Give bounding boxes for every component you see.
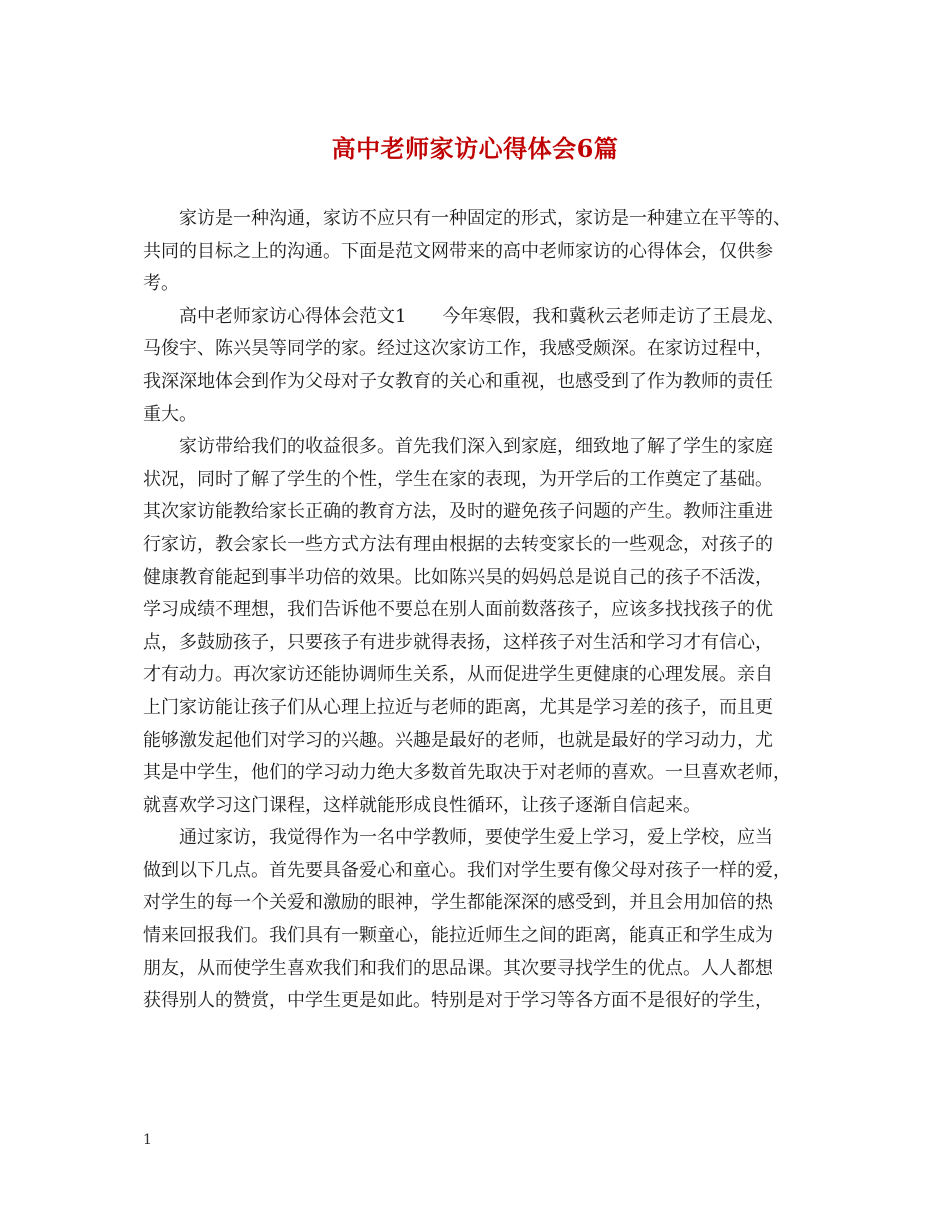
paragraph-reflection [143,822,823,1018]
text-line: 高中老师家访心得体会范文1 今年寒假，我和冀秋云老师走访了王晨龙、 [179,305,785,327]
paragraph-benefits [143,431,823,822]
text-line: 其是中学生，他们的学习动力绝大多数首先取决于对老师的喜欢。一旦喜欢老师， [143,762,791,784]
text-line: 状况，同时了解了学生的个性，学生在家的表现，为开学后的工作奠定了基础。 [143,468,773,490]
text-line: 共同的目标之上的沟通。下面是范文网带来的高中老师家访的心得体会，仅供参 [143,240,773,262]
text-line: 家访是一种沟通，家访不应只有一种固定的形式，家访是一种建立在平等的、 [179,208,791,229]
text-line: 家访带给我们的收益很多。首先我们深入到家庭，细致地了解了学生的家庭 [179,436,773,458]
text-line: 做到以下几点。首先要具备爱心和童心。我们对学生要有像父母对孩子一样的爱， [143,859,791,881]
page-title: 高中老师家访心得体会6篇 [331,134,619,163]
text-line: 获得别人的赞赏，中学生更是如此。特别是对于学习等各方面不是很好的学生， [143,990,773,1012]
text-line: 行家访，教会家长一些方式方法有理由根据的去转变家长的一些观念，对孩子的 [143,533,773,555]
text-line: 就喜欢学习这门课程，这样就能形成良性循环，让孩子逐渐自信起来。 [143,794,701,816]
text-line: 点，多鼓励孩子，只要孩子有进步就得表扬，这样孩子对生活和学习才有信心， [143,631,773,653]
paragraph-sample-1 [143,301,823,431]
text-line: 健康教育能起到事半功倍的效果。比如陈兴昊的妈妈总是说自己的孩子不活泼， [143,566,773,588]
text-line: 才有动力。再次家访还能协调师生关系，从而促进学生更健康的心理发展。亲自 [143,664,773,686]
text-line: 能够激发起他们对学习的兴趣。兴趣是最好的老师，也就是最好的学习动力，尤 [143,729,773,751]
paragraph-intro [143,203,823,301]
text-line: 学习成绩不理想，我们告诉他不要总在别人面前数落孩子，应该多找找孩子的优 [143,599,773,621]
text-line: 其次家访能教给家长正确的教育方法，及时的避免孩子问题的产生。教师注重进 [143,501,773,523]
text-line: 通过家访，我觉得作为一名中学教师，要使学生爱上学习，爱上学校，应当 [179,827,773,849]
text-line: 考。 [143,273,179,295]
text-line: 马俊宇、陈兴昊等同学的家。经过这次家访工作，我感受颇深。在家访过程中， [143,338,773,360]
text-line: 我深深地体会到作为父母对子女教育的关心和重视，也感受到了作为教师的责任 [143,370,773,392]
text-line: 对学生的每一个关爱和激励的眼神，学生都能深深的感受到，并且会用加倍的热 [143,892,773,914]
text-line: 朋友，从而使学生喜欢我们和我们的思品课。其次要寻找学生的优点。人人都想 [143,957,773,979]
document-body [143,203,823,1018]
text-line: 上门家访能让孩子们从心理上拉近与老师的距离，尤其是学习差的孩子，而且更 [143,696,773,718]
page-number: 1 [143,1132,152,1148]
text-line: 重大。 [143,403,197,425]
text-line: 情来回报我们。我们具有一颗童心，能拉近师生之间的距离，能真正和学生成为 [143,925,773,947]
